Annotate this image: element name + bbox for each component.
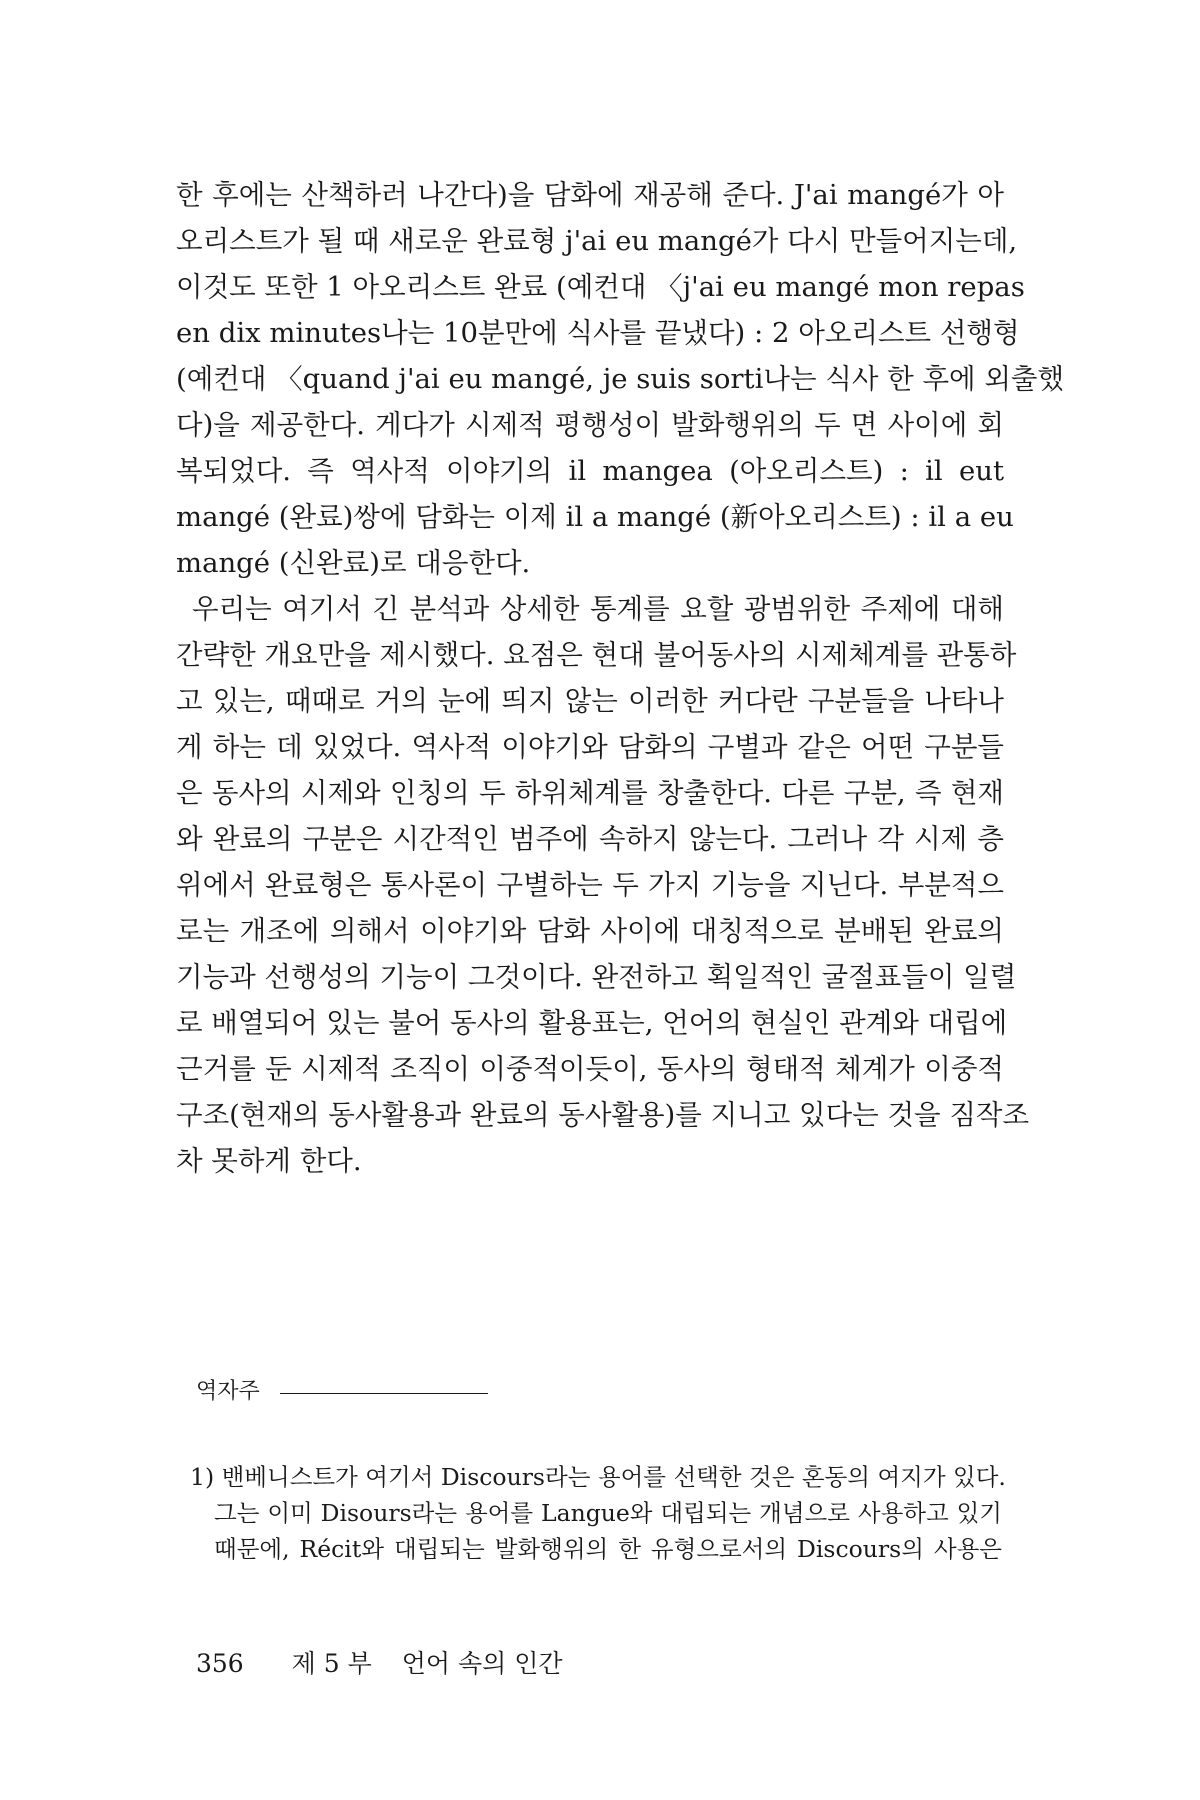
body-line: 구조(현재의 동사활용과 완료의 동사활용)를 지니고 있다는 것을 짐작조 (176, 1099, 1030, 1131)
body-line: 이것도 또한 1 아오리스트 완료 (예컨대 〈j'ai eu mangé mon repas (176, 271, 1025, 303)
footnote-line: 그는 이미 Disours라는 용어를 Langue와 대립되는 개념으로 사용하고 있기 (214, 1499, 1002, 1527)
body-line: 다)을 제공한다. 게다가 시제적 평행성이 발화행위의 두 면 사이에 회 (176, 409, 1004, 441)
body-line: 우리는 여기서 긴 분석과 상세한 통계를 요할 광범위한 주제에 대해 (192, 593, 1004, 625)
part-title: 언어 속의 인간 (401, 1649, 563, 1678)
body-line: (예컨대 〈quand j'ai eu mangé, je suis sorti나는 식사 한 후에 외출했 (176, 363, 1065, 395)
body-line: 은 동사의 시제와 인칭의 두 하위체계를 창출한다. 다른 구분, 즉 현재 (176, 777, 1004, 809)
body-line: 한 후에는 산책하러 나간다)을 담화에 재공해 준다. J'ai mangé가 아 (176, 179, 1004, 211)
body-line: 로 배열되어 있는 불어 동사의 활용표는, 언어의 현실인 관계와 대립에 (176, 1007, 1008, 1039)
footnotes-divider (280, 1393, 488, 1394)
body-line: 위에서 완료형은 통사론이 구별하는 두 가지 기능을 지닌다. 부분적으 (176, 869, 1004, 901)
footnote-line: 때문에, Récit와 대립되는 발화행위의 한 유형으로서의 Discours의 사용은 (214, 1535, 1002, 1563)
body-line: 근거를 둔 시제적 조직이 이중적이듯이, 동사의 형태적 체계가 이중적 (176, 1053, 1004, 1085)
body-line: 기능과 선행성의 기능이 그것이다. 완전하고 획일적인 굴절표들이 일렬 (176, 961, 1017, 993)
body-line: 와 완료의 구분은 시간적인 범주에 속하지 않는다. 그러나 각 시제 층 (176, 823, 1004, 855)
page-footer (196, 1648, 563, 1680)
body-line: 복되었다. 즉 역사적 이야기의 il mangea (아오리스트) : il eut (176, 455, 1004, 487)
body-line: 게 하는 데 있었다. 역사적 이야기와 담화의 구별과 같은 어떤 구분들 (176, 731, 1004, 763)
footnotes-label: 역자주 (196, 1379, 260, 1404)
body-line: 고 있는, 때때로 거의 눈에 띄지 않는 이러한 커다란 구분들을 나타나 (176, 685, 1004, 717)
part-label: 제 5 부 (291, 1649, 372, 1678)
body-line: 로는 개조에 의해서 이야기와 담화 사이에 대칭적으로 분배된 완료의 (176, 915, 1004, 947)
body-line: 오리스트가 될 때 새로운 완료형 j'ai eu mangé가 다시 만들어지는데, (176, 225, 1018, 257)
body-line: 차 못하게 한다. (176, 1145, 362, 1177)
page-number: 356 (196, 1649, 244, 1678)
footnote-line: 1) 밴베니스트가 여기서 Discours라는 용어를 선택한 것은 혼동의 여지가 있다. (190, 1463, 1006, 1491)
body-line: en dix minutes나는 10분만에 식사를 끝냈다) : 2 아오리스트 선행형 (176, 317, 1020, 349)
body-line: mangé (신완료)로 대응한다. (176, 547, 531, 579)
body-line: mangé (완료)쌍에 담화는 이제 il a mangé (新아오리스트) : il a eu (176, 501, 1014, 533)
body-line: 간략한 개요만을 제시했다. 요점은 현대 불어동사의 시제체계를 관통하 (176, 639, 1017, 671)
